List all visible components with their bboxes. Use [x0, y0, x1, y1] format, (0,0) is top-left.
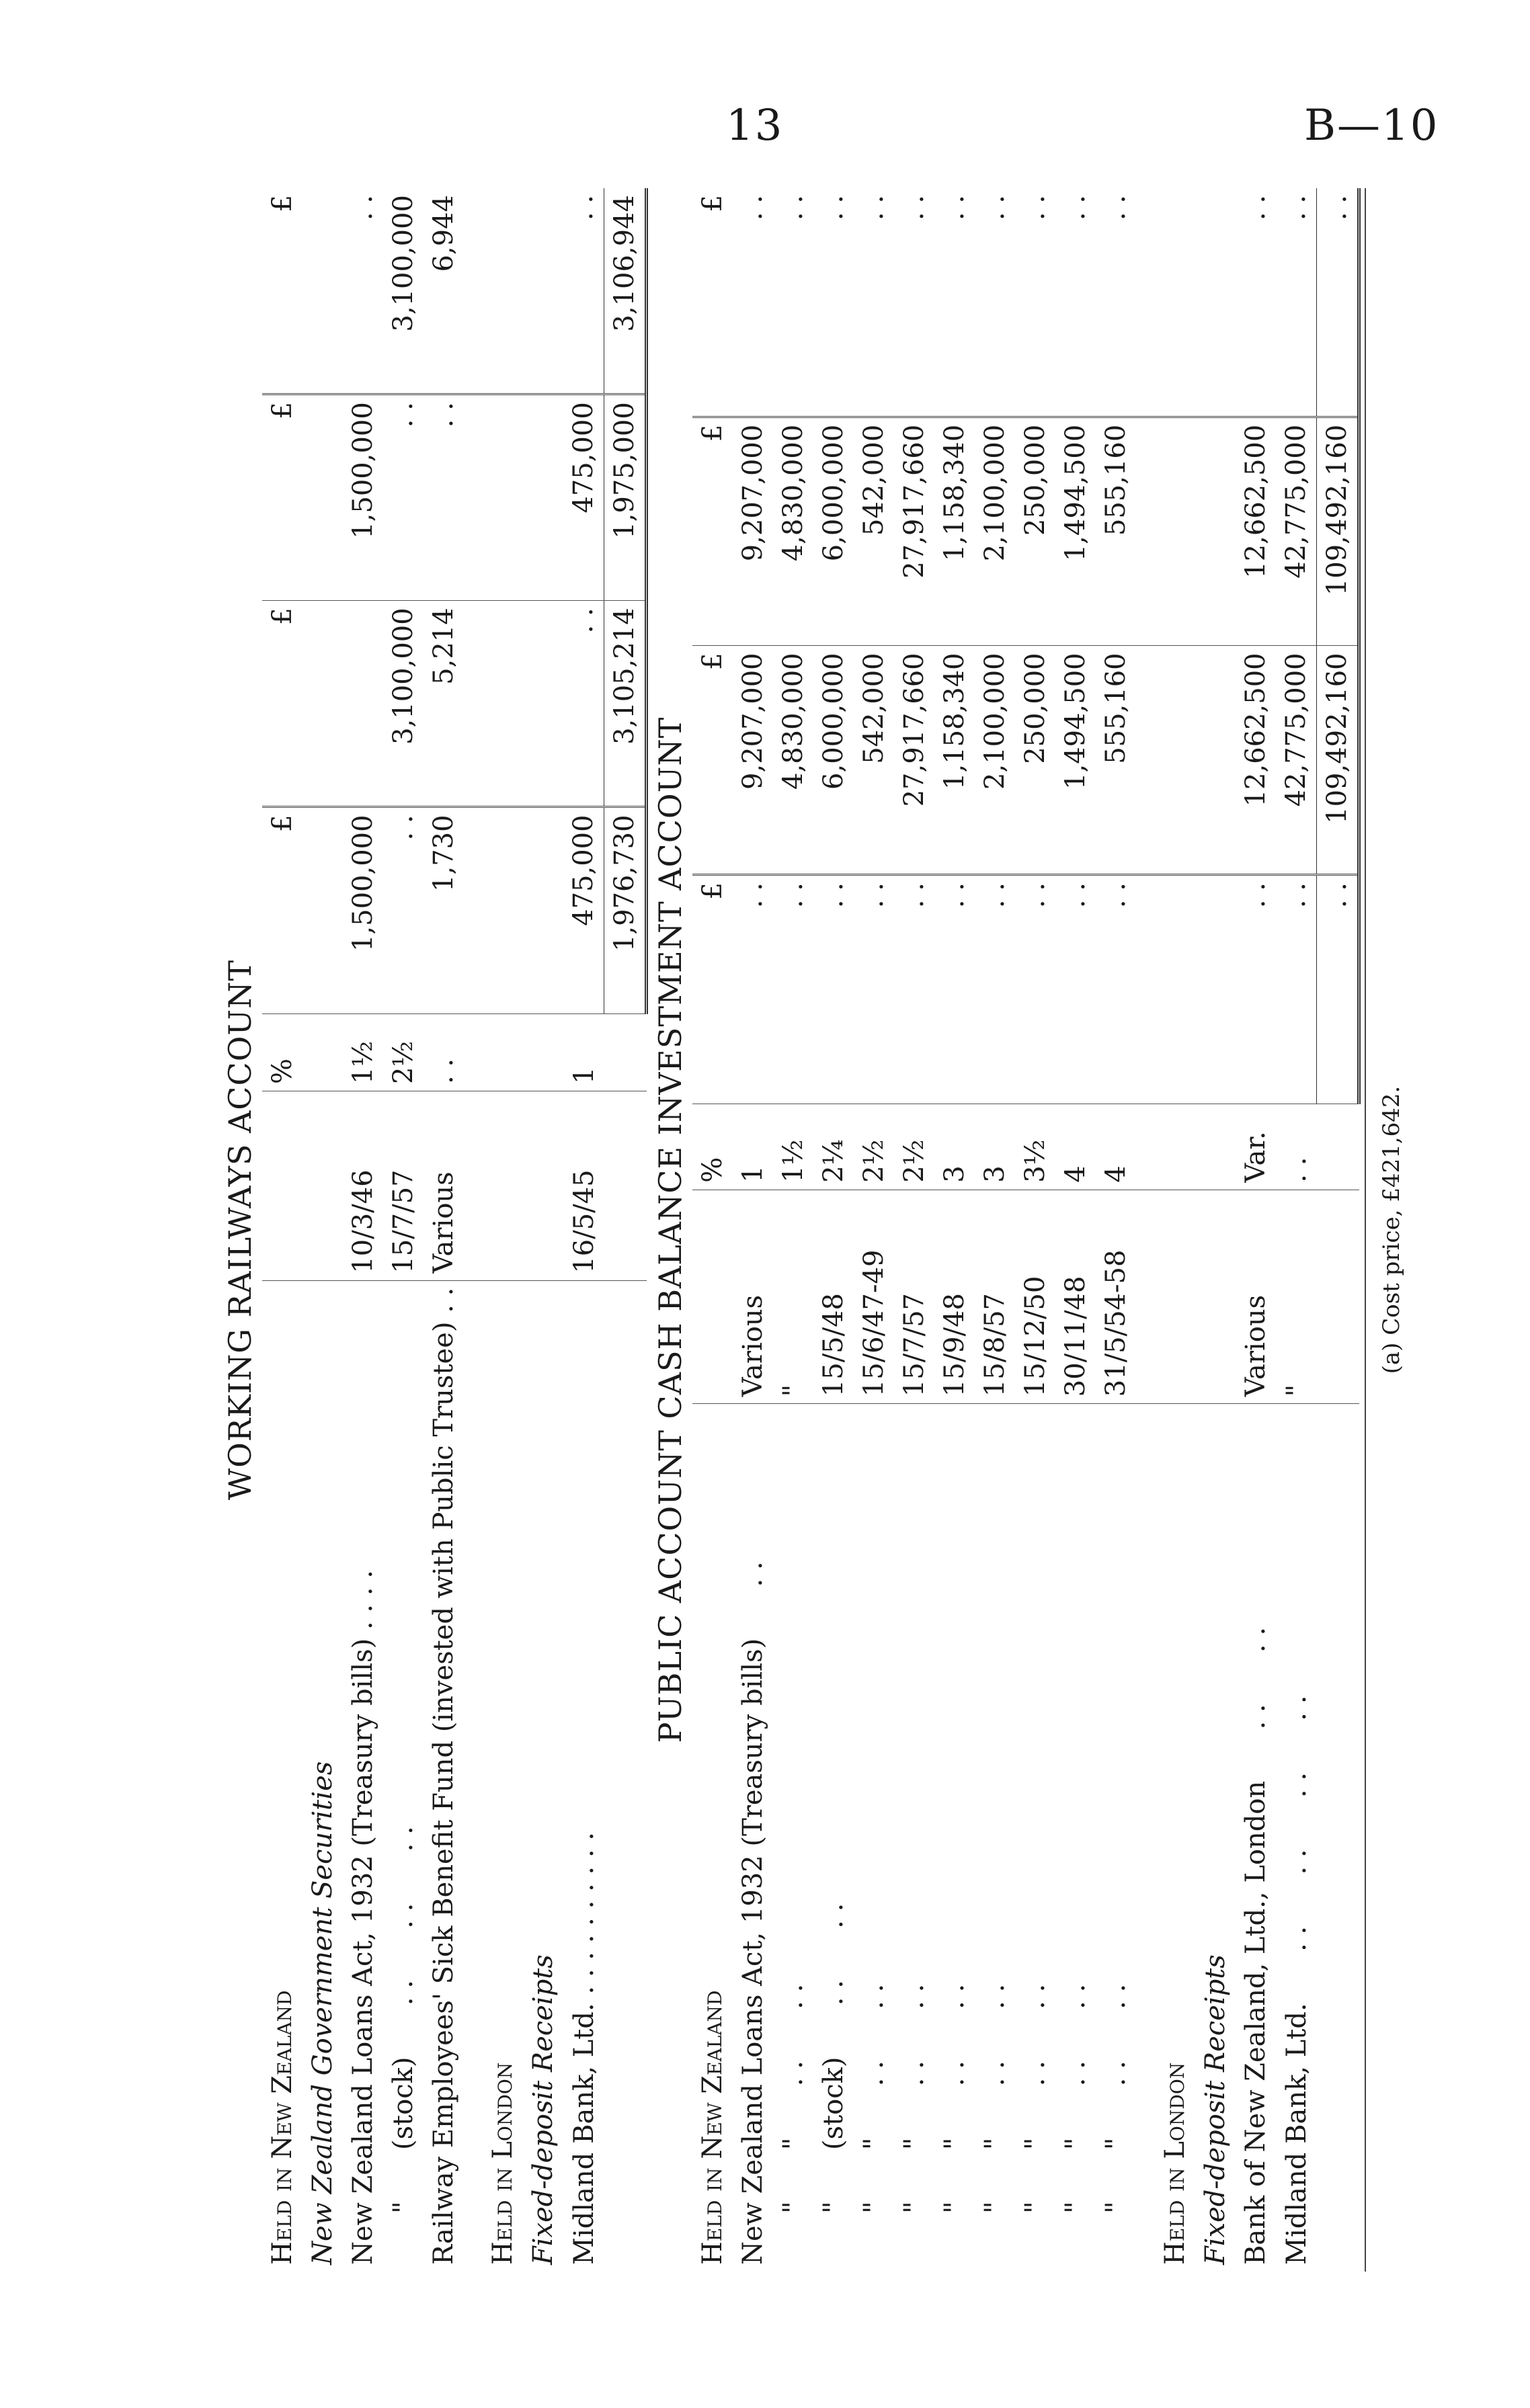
row-value: 12,662,500: [1236, 646, 1276, 875]
total-value: 109,492,160: [1317, 646, 1359, 875]
row-value: . .: [733, 875, 773, 1104]
row-description: " " . . . .: [858, 1983, 889, 2265]
row-value: . .: [1096, 875, 1136, 1104]
percent-header: %: [262, 1013, 303, 1091]
row-value: 6,000,000: [813, 417, 854, 646]
row-value: . .: [563, 188, 604, 395]
row-value: 1,158,340: [934, 646, 975, 875]
row-value: 42,775,000: [1276, 646, 1317, 875]
row-rate: 3: [975, 1104, 1015, 1190]
row-value: 250,000: [1015, 646, 1055, 875]
row-value: . .: [343, 188, 383, 395]
row-value: . .: [1015, 188, 1055, 417]
row-rate: 1½: [773, 1104, 813, 1190]
currency-header: £: [692, 875, 733, 1104]
table-row: [854, 188, 894, 2272]
row-value: . .: [934, 188, 975, 417]
total-value: 3,106,944: [604, 188, 647, 395]
currency-header: £: [262, 188, 303, 395]
table-row: [894, 188, 934, 2272]
total-value: 3,105,214: [604, 601, 647, 807]
row-value: . .: [563, 601, 604, 807]
table-row: [975, 188, 1015, 2272]
rotated-page-content: [222, 188, 1432, 2272]
table-row: [1276, 188, 1317, 2272]
held-in-london-heading: Held in London: [1160, 2062, 1191, 2265]
row-value: 42,775,000: [1276, 417, 1317, 646]
row-description: Bank of New Zealand, Ltd., London . . . .: [1240, 1626, 1271, 2265]
total-row: [604, 188, 647, 2272]
row-description: New Zealand Loans Act, 1932 (Treasury bills) . .: [737, 1561, 768, 2265]
row-value: . .: [733, 188, 773, 417]
row-date: 15/5/48: [813, 1190, 854, 1403]
currency-header: £: [262, 601, 303, 807]
total-value: 109,492,160: [1317, 417, 1359, 646]
row-rate: 4: [1096, 1104, 1136, 1190]
row-value: 250,000: [1015, 417, 1055, 646]
row-value: . .: [854, 188, 894, 417]
row-value: 1,494,500: [1055, 417, 1096, 646]
currency-header: £: [262, 395, 303, 601]
row-value: 1,500,000: [343, 807, 383, 1013]
percent-header: %: [692, 1104, 733, 1190]
footnote: (a) Cost price, £421,642.: [1378, 1085, 1405, 1374]
row-date: 16/5/45: [563, 1091, 604, 1281]
fixed-deposit-subheading: Fixed-deposit Receipts: [1200, 1954, 1231, 2265]
row-value: 27,917,660: [894, 417, 934, 646]
row-description: " " . . . .: [939, 1983, 970, 2265]
row-rate: 3: [934, 1104, 975, 1190]
row-value: 555,160: [1096, 417, 1136, 646]
table-row: [523, 188, 563, 2272]
table-row: [383, 188, 424, 2272]
row-description: Midland Bank, Ltd. . . . . . . . . . .: [568, 1831, 600, 2265]
row-value: [343, 601, 383, 807]
row-date: 31/5/54-58: [1096, 1190, 1136, 1403]
row-date: Various: [1236, 1190, 1276, 1403]
row-value: . .: [1236, 188, 1276, 417]
row-value: . .: [813, 188, 854, 417]
row-date: ": [1276, 1190, 1317, 1403]
row-value: 4,830,000: [773, 646, 813, 875]
row-date: 15/8/57: [975, 1190, 1015, 1403]
table-row: [424, 188, 464, 2272]
row-description: " (stock) . . . .: [818, 1903, 849, 2265]
row-value: 2,100,000: [975, 646, 1015, 875]
table-row: [262, 188, 303, 2272]
row-description: " " . . . .: [1020, 1983, 1051, 2265]
row-value: . .: [854, 875, 894, 1104]
row-value: . .: [1276, 875, 1317, 1104]
row-value: 542,000: [854, 417, 894, 646]
row-value: . .: [975, 875, 1015, 1104]
total-value: 1,975,000: [604, 395, 647, 601]
table-row: [733, 188, 773, 2272]
working-railways-table: [262, 188, 648, 2272]
row-value: . .: [1055, 188, 1096, 417]
total-row: [1317, 188, 1359, 2272]
row-value: 1,500,000: [343, 395, 383, 601]
row-value: 9,207,000: [733, 646, 773, 875]
row-description: " " . . . .: [1100, 1983, 1131, 2265]
row-value: 6,944: [424, 188, 464, 395]
row-value: . .: [773, 875, 813, 1104]
row-date: Various: [424, 1091, 464, 1281]
table-row: [1096, 188, 1136, 2272]
currency-header: £: [692, 417, 733, 646]
table-row: [563, 188, 604, 2272]
page-number: 13: [726, 101, 784, 151]
working-railways-title: WORKING RAILWAYS ACCOUNT: [222, 959, 258, 1501]
row-date: 15/7/57: [894, 1190, 934, 1403]
row-value: 2,100,000: [975, 417, 1015, 646]
held-in-new-zealand-heading: Held in New Zealand: [697, 1990, 728, 2265]
row-description: New Zealand Loans Act, 1932 (Treasury bills) . . . .: [348, 1570, 378, 2265]
row-rate: 2½: [383, 1013, 424, 1091]
row-value: . .: [934, 875, 975, 1104]
table-row: [1236, 188, 1276, 2272]
table-row: [692, 188, 733, 2272]
row-rate: . .: [1276, 1104, 1317, 1190]
row-value: 5,214: [424, 601, 464, 807]
row-value: 1,730: [424, 807, 464, 1013]
row-date: 15/6/47-49: [854, 1190, 894, 1403]
row-value: 1,158,340: [934, 417, 975, 646]
row-value: . .: [1236, 875, 1276, 1104]
fixed-deposit-subheading: Fixed-deposit Receipts: [528, 1954, 559, 2265]
held-in-new-zealand-heading: Held in New Zealand: [267, 1990, 298, 2265]
table-row: [464, 188, 523, 2272]
securities-subheading: New Zealand Government Securities: [307, 1761, 338, 2265]
table-row: [1055, 188, 1096, 2272]
bottom-rule: [1365, 188, 1366, 2272]
row-value: 6,000,000: [813, 646, 854, 875]
row-rate: Var.: [1236, 1104, 1276, 1190]
row-value: . .: [773, 188, 813, 417]
table-row: [773, 188, 813, 2272]
row-value: 12,662,500: [1236, 417, 1276, 646]
row-rate: 2½: [854, 1104, 894, 1190]
row-value: 555,160: [1096, 646, 1136, 875]
table-row: [1015, 188, 1055, 2272]
table-row: [1195, 188, 1236, 2272]
row-description: " " . . . .: [1060, 1983, 1091, 2265]
row-value: . .: [424, 395, 464, 601]
row-value: 3,100,000: [383, 601, 424, 807]
public-account-table: [692, 188, 1361, 2272]
table-row: [343, 188, 383, 2272]
document-reference: B—10: [1304, 101, 1439, 151]
row-value: 475,000: [563, 395, 604, 601]
row-date: 15/7/57: [383, 1091, 424, 1281]
row-date: 10/3/46: [343, 1091, 383, 1281]
row-rate: 3½: [1015, 1104, 1055, 1190]
row-description: " (stock) . . . . . .: [388, 1826, 419, 2265]
currency-header: £: [262, 807, 303, 1013]
row-value: 3,100,000: [383, 188, 424, 395]
row-value: 1,494,500: [1055, 646, 1096, 875]
row-value: . .: [383, 395, 424, 601]
row-value: . .: [1015, 875, 1055, 1104]
total-value: . .: [1317, 875, 1359, 1104]
row-value: 9,207,000: [733, 417, 773, 646]
total-value: . .: [1317, 188, 1359, 417]
row-value: . .: [894, 188, 934, 417]
row-rate: 1½: [343, 1013, 383, 1091]
row-rate: 1: [563, 1013, 604, 1091]
row-description: " " . . . .: [979, 1983, 1010, 2265]
table-row: [934, 188, 975, 2272]
row-value: . .: [813, 875, 854, 1104]
row-description: Railway Employees' Sick Benefit Fund (invested with Public Trustee) . .: [428, 1287, 459, 2265]
row-value: 4,830,000: [773, 417, 813, 646]
row-value: . .: [1055, 875, 1096, 1104]
table-row: [303, 188, 343, 2272]
row-value: . .: [1276, 188, 1317, 417]
row-rate: 2½: [894, 1104, 934, 1190]
row-description: " " . . . .: [778, 1983, 809, 2265]
row-value: . .: [975, 188, 1015, 417]
row-description: Midland Bank, Ltd. . . . . . . . .: [1281, 1695, 1312, 2265]
row-date: 15/9/48: [934, 1190, 975, 1403]
row-date: Various: [733, 1190, 773, 1403]
row-rate: 1: [733, 1104, 773, 1190]
row-date: 15/12/50: [1015, 1190, 1055, 1403]
row-value: . .: [1096, 188, 1136, 417]
currency-header: £: [692, 646, 733, 875]
row-value: 542,000: [854, 646, 894, 875]
row-value: 475,000: [563, 807, 604, 1013]
row-value: . .: [383, 807, 424, 1013]
row-rate: . .: [424, 1013, 464, 1091]
row-rate: 4: [1055, 1104, 1096, 1190]
table-row: [1136, 188, 1195, 2272]
public-account-title: PUBLIC ACCOUNT CASH BALANCE INVESTMENT ACCOUNT: [652, 716, 688, 1743]
table-row: [813, 188, 854, 2272]
row-value: . .: [894, 875, 934, 1104]
total-value: 1,976,730: [604, 807, 647, 1013]
row-value: 27,917,660: [894, 646, 934, 875]
row-date: 30/11/48: [1055, 1190, 1096, 1403]
currency-header: £: [692, 188, 733, 417]
held-in-london-heading: Held in London: [487, 2062, 518, 2265]
row-description: " " . . . .: [899, 1983, 930, 2265]
row-rate: 2¼: [813, 1104, 854, 1190]
row-date: ": [773, 1190, 813, 1403]
